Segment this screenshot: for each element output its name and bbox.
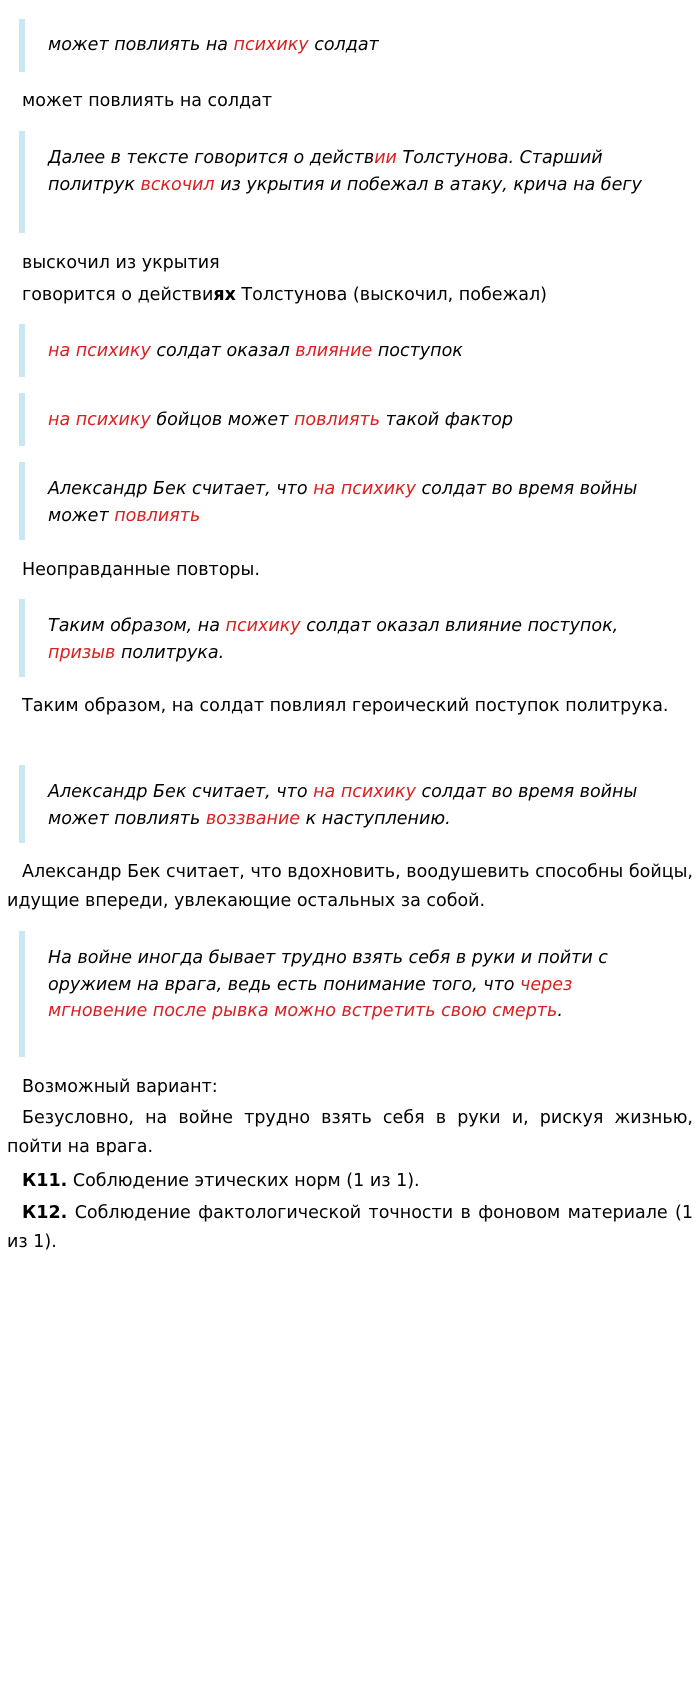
- quote-text: на психику бойцов может повлиять такой фактор: [48, 410, 513, 430]
- quote-text: на психику солдат оказал влияние поступок: [48, 341, 463, 361]
- paragraph: Безусловно, на войне трудно взять себя в руки и, рискуя жизнью, пойти на врага.: [7, 1108, 693, 1157]
- quote-text: На войне иногда бывает трудно взять себя в руки и пойти с оружием на врага, ведь есть понимание того, что через мгновение после рывка можно встретить свою смерть.: [48, 948, 608, 1021]
- quote-text: Таким образом, на психику солдат оказал влияние поступок, призыв политрука.: [48, 616, 619, 663]
- paragraph: Таким образом, на солдат повлиял героический поступок политрука.: [22, 696, 669, 716]
- quote-text: может повлиять на психику солдат: [48, 35, 379, 55]
- quote-text: Александр Бек считает, что на психику солдат во время войны может повлиять воззвание к наступлению.: [48, 782, 638, 829]
- paragraph: выскочил из укрытия: [22, 253, 220, 273]
- quote-block: [19, 931, 659, 1057]
- paragraph: говорится о действиях Толстунова (выскочил, побежал): [22, 285, 548, 305]
- quote-text: Александр Бек считает, что на психику солдат во время войны может повлиять: [48, 479, 638, 526]
- paragraph: может повлиять на солдат: [22, 91, 273, 111]
- quote-block: [19, 324, 659, 377]
- quote-block: [19, 765, 659, 843]
- quote-block: [19, 393, 659, 446]
- quote-text: Далее в тексте говорится о действии Толстунова. Старший политрук вскочил из укрытия и побежал в атаку, крича на бегу: [48, 148, 642, 195]
- paragraph: Александр Бек считает, что вдохновить, воодушевить способны бойцы, идущие впереди, увлекающие остальных за собой.: [7, 862, 693, 911]
- quote-block: [19, 462, 659, 540]
- criterion-k12: К12. Соблюдение фактологической точности в фоновом материале (1 из 1).: [7, 1203, 693, 1252]
- paragraph: Возможный вариант:: [22, 1077, 218, 1097]
- quote-block: [19, 19, 659, 72]
- quote-block: [19, 599, 659, 677]
- paragraph: Неоправданные повторы.: [22, 560, 260, 580]
- criterion-k11: К11. Соблюдение этических норм (1 из 1).: [22, 1171, 420, 1191]
- quote-block: [19, 131, 659, 233]
